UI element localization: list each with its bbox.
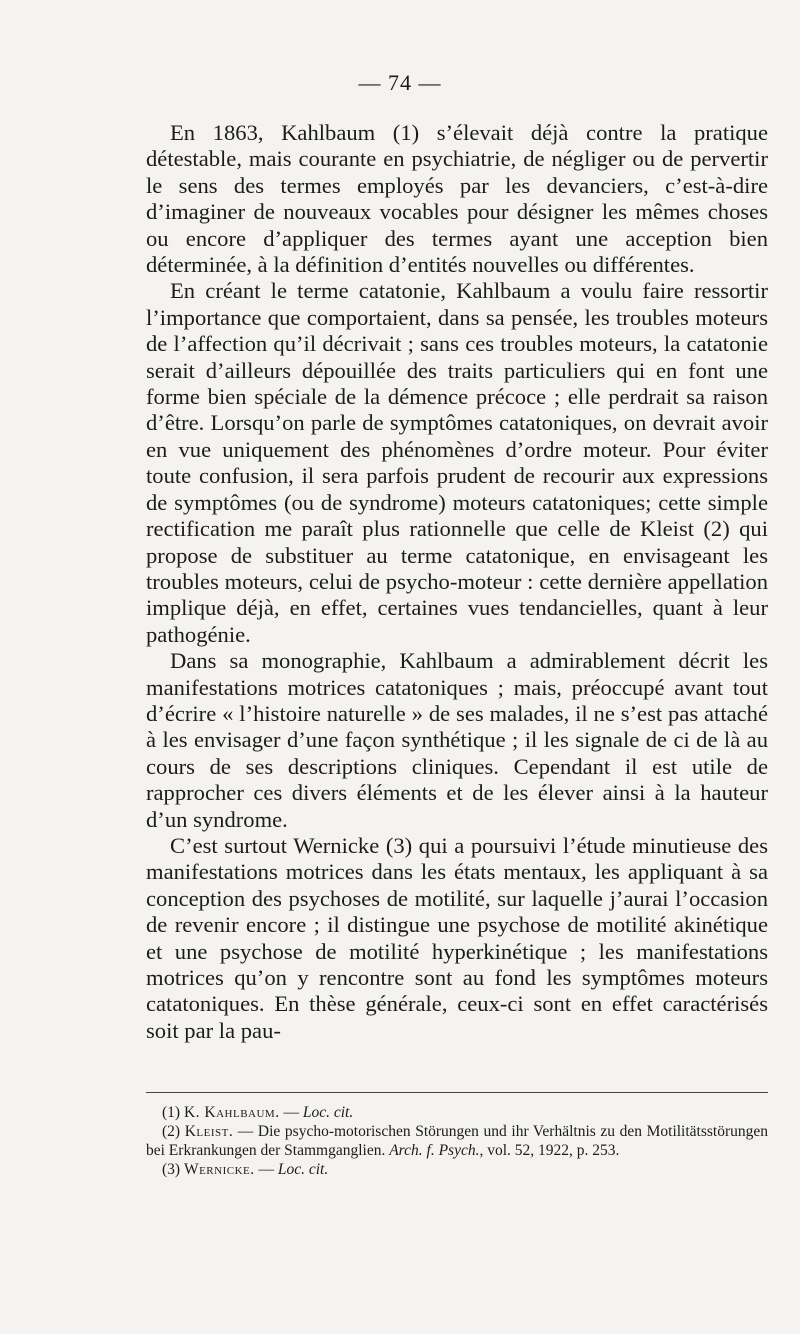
footnote-journal: Arch. f. Psych. (389, 1142, 480, 1159)
footnote-marker: (2) (162, 1123, 181, 1140)
paragraph-2: En créant le terme catatonie, Kahlbaum a voulu faire ressortir l’importance que comportaient, dans sa pensée, les troubles moteurs de l’affection qu’il décrivait ; sans ces troubles moteurs, la catatonie serait d’ailleurs dépouillée des traits particuliers qui en font une forme bien spéciale de la démence précoce ; elle perdrait sa raison d’être. Lorsqu’on parle de symptômes catatoniques, on devrait avoir en vue uniquement des phénomènes d’ordre moteur. Pour éviter toute confusion, il sera parfois prudent de recourir aux expressions de symptômes (ou de syndrome) moteurs catatoniques; cette simple rectification me paraît plus rationnelle que celle de Kleist (2) qui propose de substituer au terme catatonique, en envisageant les troubles moteurs, celui de psycho-moteur : cette dernière appellation implique déjà, en effet, certaines vues tendancielles, quant à leur pathogénie. (146, 278, 768, 647)
footnote-author: K. Kahlbaum. (183, 1104, 280, 1121)
footnotes (146, 1103, 768, 1179)
footnote-details: , vol. 52, 1922, p. 253. (479, 1142, 620, 1159)
footnote-reference: Loc. cit. (302, 1104, 354, 1121)
footnote-reference: Loc. cit. (277, 1161, 329, 1178)
footnote-marker: (1) (162, 1104, 181, 1121)
paragraph-1: En 1863, Kahlbaum (1) s’élevait déjà contre la pratique détestable, mais courante en psychiatrie, de négliger ou de pervertir le sens des termes employés par les devanciers, c’est-à-dire d’imaginer de nouveaux vocables pour désigner les mêmes choses ou encore d’appliquer des termes ayant une acception bien déterminée, à la définition d’entités nouvelles ou différentes. (146, 120, 768, 278)
footnote-marker: (3) (162, 1161, 181, 1178)
page-number: — 74 — (358, 70, 442, 95)
footnote-title: Die psycho-motorischen Störungen und ihr Verhältnis zu den Motilitätsstörungen bei Erkrankungen der Stammganglien. (146, 1123, 769, 1159)
footnote-separator: — (279, 1104, 303, 1121)
footnote-2 (146, 1122, 768, 1160)
footnote-1 (146, 1103, 768, 1122)
body-text (146, 120, 768, 1044)
footnote-author: Wernicke. (183, 1161, 255, 1178)
footnote-separator: — (254, 1161, 278, 1178)
footnote-author: Kleist. (184, 1123, 234, 1140)
paragraph-3: Dans sa monographie, Kahlbaum a admirablement décrit les manifestations motrices catatoniques ; mais, préoccupé avant tout d’écrire « l’histoire naturelle » de ses malades, il ne s’est pas attaché à les envisager d’une façon synthétique ; il les signale de ci de là au cours de ses descriptions cliniques. Cependant il est utile de rapprocher ces divers éléments et de les élever ainsi à la hauteur d’un syndrome. (146, 648, 768, 832)
footnote-divider (146, 1092, 768, 1093)
footnote-separator: — (233, 1123, 258, 1140)
paragraph-4: C’est surtout Wernicke (3) qui a poursuivi l’étude minutieuse des manifestations motrices dans les états mentaux, les appliquant à sa conception des psychoses de motilité, sur laquelle j’aurai l’occasion de revenir encore ; il distingue une psychose de motilité akinétique et une psychose de motilité hyperkinétique ; les manifestations motrices qu’on y rencontre sont au fond les symptômes moteurs catatoniques. En thèse générale, ceux-ci sont en effet caractérisés soit par la pau- (146, 832, 768, 1043)
footnote-3 (146, 1160, 768, 1179)
